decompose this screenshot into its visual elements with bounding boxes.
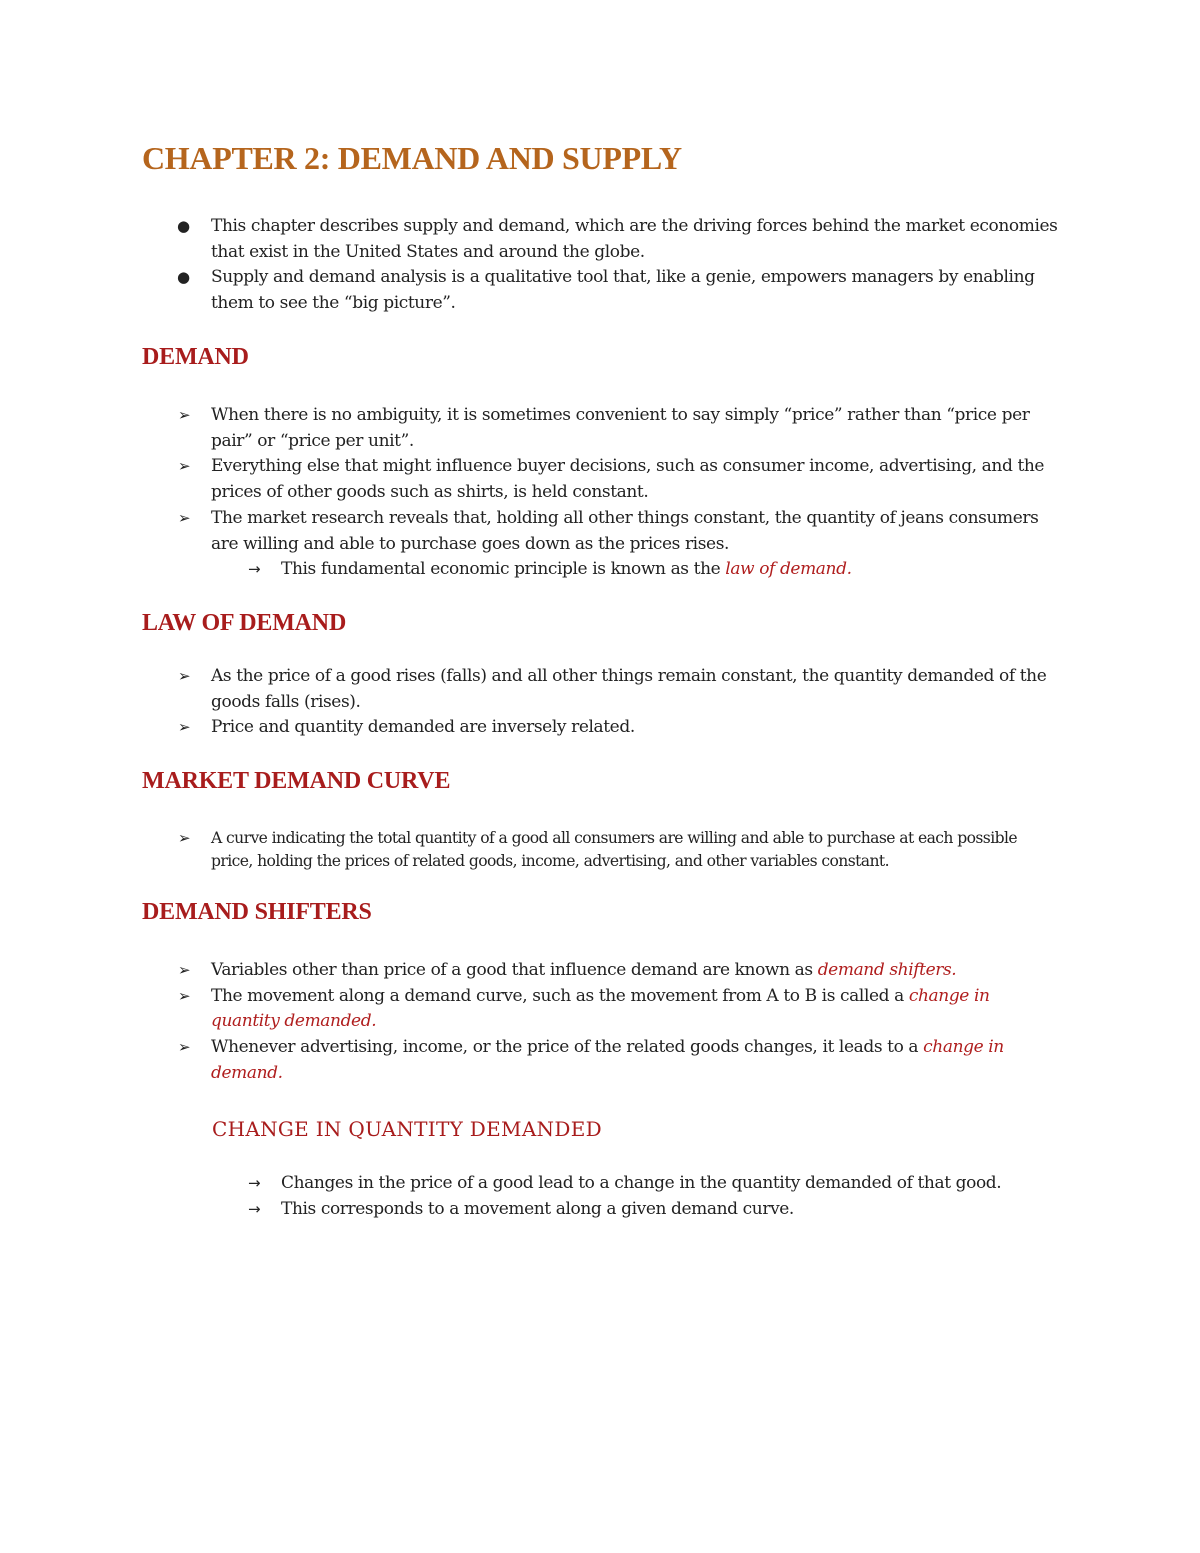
demand-list xyxy=(142,403,1061,583)
arrowhead-icon: ➢ xyxy=(178,667,191,685)
arrow-icon: → xyxy=(248,1174,261,1192)
intro-list xyxy=(142,214,1061,317)
list-item: ➢ Price and quantity demanded are inversely related. xyxy=(142,715,1061,741)
section-heading-market-demand-curve: MARKET DEMAND CURVE xyxy=(142,768,451,794)
list-item: → This fundamental economic principle is known as the law of demand. xyxy=(142,557,1061,583)
list-item: ➢ As the price of a good rises (falls) and all other things remain constant, the quantity demanded of the goods falls (rises). xyxy=(178,666,1047,712)
arrowhead-icon: ➢ xyxy=(178,1038,191,1057)
emphasis-term: change in demand. xyxy=(211,1037,1004,1083)
list-item: → This corresponds to a movement along a given demand curve. xyxy=(142,1197,1061,1223)
section-heading-demand-shifters: DEMAND SHIFTERS xyxy=(142,899,372,925)
section-heading-law-of-demand: LAW OF DEMAND xyxy=(142,610,347,636)
chapter-title: CHAPTER 2: DEMAND AND SUPPLY xyxy=(142,140,682,176)
cqd-list xyxy=(142,1171,1061,1222)
arrowhead-icon: ➢ xyxy=(178,829,190,847)
arrowhead-icon: ➢ xyxy=(178,986,191,1005)
list-item: ➢ Everything else that might influence buyer decisions, such as consumer income, advertising, and the prices of other goods such as shirts, is held constant. xyxy=(178,456,1045,503)
bullet-icon: ● xyxy=(177,268,190,287)
arrowhead-icon: ➢ xyxy=(178,457,191,476)
emphasis-term: law of demand. xyxy=(725,559,852,580)
arrow-icon: → xyxy=(248,560,261,579)
list-item: ➢ The market research reveals that, holding all other things constant, the quantity of jeans consumers are willing and able to purchase goes down as the prices rises. xyxy=(178,507,1039,554)
list-item: ➢ Whenever advertising, income, or the price of the related goods changes, it leads to a change in demand. xyxy=(178,1037,1004,1083)
list-item: ➢ When there is no ambiguity, it is sometimes convenient to say simply “price” rather than “price per pair” or “price per unit”. xyxy=(178,405,1030,451)
arrowhead-icon: ➢ xyxy=(178,508,191,527)
market-list xyxy=(142,827,1061,873)
list-item: ➢ Variables other than price of a good that influence demand are known as demand shifters. xyxy=(142,958,1061,984)
list-item: ● This chapter describes supply and demand, which are the driving forces behind the market economies that exist in the United States and around the globe. xyxy=(177,216,1058,262)
list-item: → Changes in the price of a good lead to a change in the quantity demanded of that good. xyxy=(142,1171,1061,1197)
arrowhead-icon: ➢ xyxy=(178,961,191,979)
shifters-list xyxy=(142,958,1061,1087)
list-item: ● Supply and demand analysis is a qualitative tool that, like a genie, empowers managers by enabling them to see the “big picture”. xyxy=(177,267,1035,314)
section-heading-demand: DEMAND xyxy=(142,344,249,370)
subsection-heading-change-in-quantity-demanded: CHANGE IN QUANTITY DEMANDED xyxy=(212,1117,602,1141)
list-item: ➢ A curve indicating the total quantity of a good all consumers are willing and able to purchase at each possible price, holding the prices of related goods, income, advertising, and other variables constant. xyxy=(178,829,1017,870)
emphasis-term: demand shifters. xyxy=(817,960,957,980)
bullet-icon: ● xyxy=(177,217,190,235)
arrow-icon: → xyxy=(248,1199,261,1218)
arrowhead-icon: ➢ xyxy=(178,406,191,424)
list-item: ➢ The movement along a demand curve, such as the movement from A to B is called a change in quantity demanded. xyxy=(178,985,990,1032)
law-list xyxy=(142,664,1061,741)
arrowhead-icon: ➢ xyxy=(178,718,191,737)
emphasis-term: change in quantity demanded. xyxy=(211,985,990,1032)
